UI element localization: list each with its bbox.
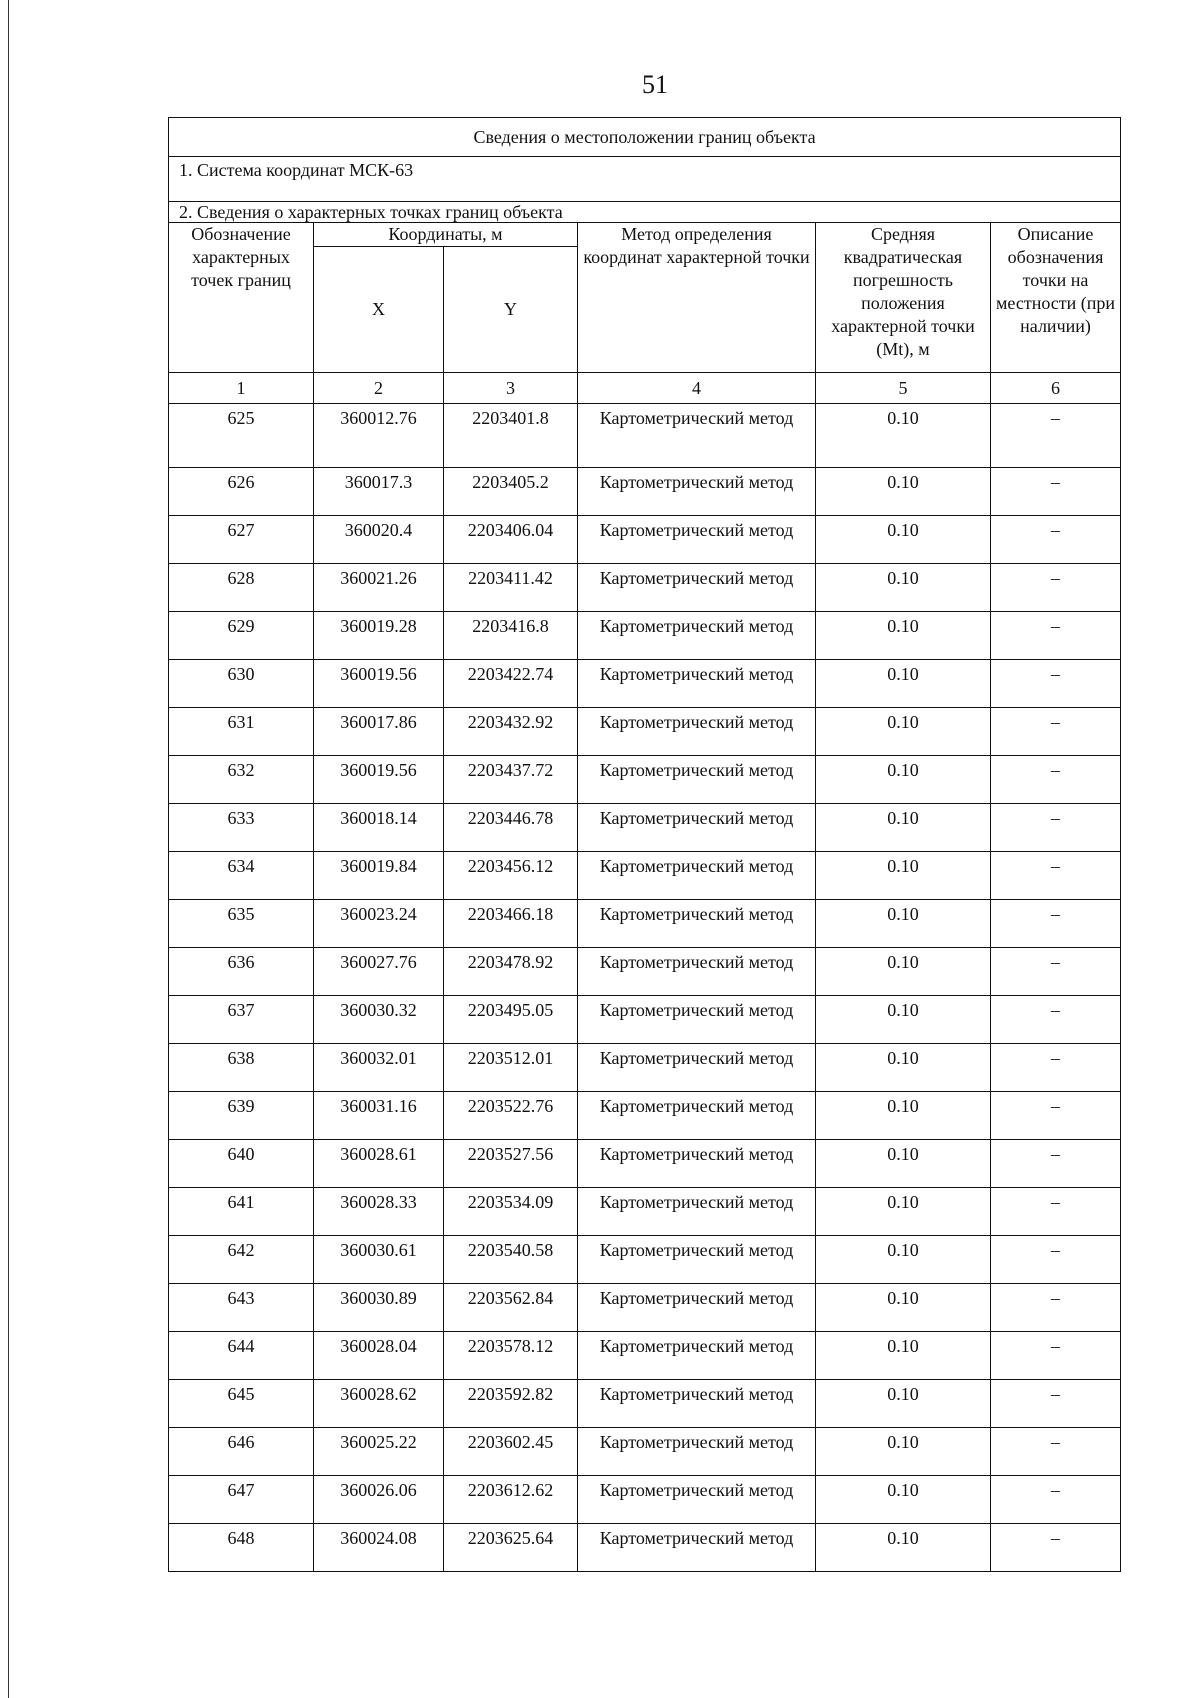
cell-description: –: [991, 660, 1121, 708]
cell-method: Картометрический метод: [578, 1140, 816, 1188]
cell-y-coordinate: 2203592.82: [444, 1380, 578, 1428]
cell-point-number: 633: [169, 804, 314, 852]
cell-description: –: [991, 1188, 1121, 1236]
table-row: [169, 612, 1121, 660]
cell-method: Картометрический метод: [578, 516, 816, 564]
cell-description: –: [991, 468, 1121, 516]
cell-mean-error: 0.10: [816, 468, 991, 516]
cell-point-number: 640: [169, 1140, 314, 1188]
cell-description: –: [991, 1428, 1121, 1476]
cell-mean-error: 0.10: [816, 948, 991, 996]
cell-y-coordinate: 2203422.74: [444, 660, 578, 708]
table-row: [169, 756, 1121, 804]
cell-mean-error: 0.10: [816, 612, 991, 660]
cell-y-coordinate: 2203411.42: [444, 564, 578, 612]
cell-description: –: [991, 996, 1121, 1044]
cell-y-coordinate: 2203446.78: [444, 804, 578, 852]
header-coordinates: Координаты, м: [314, 223, 578, 247]
cell-point-number: 630: [169, 660, 314, 708]
cell-y-coordinate: 2203437.72: [444, 756, 578, 804]
cell-description: –: [991, 612, 1121, 660]
cell-description: –: [991, 1524, 1121, 1572]
cell-y-coordinate: 2203602.45: [444, 1428, 578, 1476]
cell-y-coordinate: 2203416.8: [444, 612, 578, 660]
cell-x-coordinate: 360021.26: [314, 564, 444, 612]
cell-mean-error: 0.10: [816, 1140, 991, 1188]
cell-x-coordinate: 360018.14: [314, 804, 444, 852]
cell-method: Картометрический метод: [578, 900, 816, 948]
cell-x-coordinate: 360028.04: [314, 1332, 444, 1380]
cell-method: Картометрический метод: [578, 948, 816, 996]
cell-method: Картометрический метод: [578, 756, 816, 804]
cell-method: Картометрический метод: [578, 1428, 816, 1476]
cell-point-number: 647: [169, 1476, 314, 1524]
table-row: [169, 1428, 1121, 1476]
cell-x-coordinate: 360030.61: [314, 1236, 444, 1284]
table-row: [169, 468, 1121, 516]
cell-y-coordinate: 2203527.56: [444, 1140, 578, 1188]
cell-y-coordinate: 2203625.64: [444, 1524, 578, 1572]
cell-y-coordinate: 2203534.09: [444, 1188, 578, 1236]
cell-description: –: [991, 516, 1121, 564]
cell-method: Картометрический метод: [578, 1284, 816, 1332]
table-row: [169, 1092, 1121, 1140]
cell-point-number: 644: [169, 1332, 314, 1380]
cell-method: Картометрический метод: [578, 1380, 816, 1428]
table-row: [169, 948, 1121, 996]
cell-mean-error: 0.10: [816, 1284, 991, 1332]
cell-mean-error: 0.10: [816, 516, 991, 564]
cell-method: Картометрический метод: [578, 404, 816, 468]
table-row: [169, 852, 1121, 900]
cell-point-number: 645: [169, 1380, 314, 1428]
cell-mean-error: 0.10: [816, 996, 991, 1044]
cell-x-coordinate: 360026.06: [314, 1476, 444, 1524]
cell-mean-error: 0.10: [816, 1332, 991, 1380]
column-number-4: 4: [578, 373, 816, 404]
cell-description: –: [991, 1284, 1121, 1332]
cell-point-number: 625: [169, 404, 314, 468]
cell-x-coordinate: 360017.86: [314, 708, 444, 756]
cell-method: Картометрический метод: [578, 1188, 816, 1236]
page-edge-line: [8, 0, 9, 1698]
cell-point-number: 643: [169, 1284, 314, 1332]
cell-mean-error: 0.10: [816, 1188, 991, 1236]
cell-mean-error: 0.10: [816, 1044, 991, 1092]
cell-x-coordinate: 360032.01: [314, 1044, 444, 1092]
column-number-3: 3: [444, 373, 578, 404]
cell-y-coordinate: 2203495.05: [444, 996, 578, 1044]
table-row: [169, 660, 1121, 708]
cell-x-coordinate: 360025.22: [314, 1428, 444, 1476]
column-number-1: 1: [169, 373, 314, 404]
cell-mean-error: 0.10: [816, 804, 991, 852]
cell-x-coordinate: 360028.33: [314, 1188, 444, 1236]
cell-mean-error: 0.10: [816, 1380, 991, 1428]
cell-description: –: [991, 1332, 1121, 1380]
cell-point-number: 629: [169, 612, 314, 660]
cell-mean-error: 0.10: [816, 708, 991, 756]
cell-x-coordinate: 360028.62: [314, 1380, 444, 1428]
cell-method: Картометрический метод: [578, 1044, 816, 1092]
cell-description: –: [991, 852, 1121, 900]
cell-x-coordinate: 360019.56: [314, 756, 444, 804]
cell-mean-error: 0.10: [816, 1092, 991, 1140]
header-point-description: Описание обозначения точки на местности (при наличии): [991, 223, 1121, 373]
cell-y-coordinate: 2203406.04: [444, 516, 578, 564]
cell-method: Картометрический метод: [578, 612, 816, 660]
header-mean-error: Средняя квадратическая погрешность положения характерной точки (Mt), м: [816, 223, 991, 373]
cell-mean-error: 0.10: [816, 1236, 991, 1284]
cell-x-coordinate: 360031.16: [314, 1092, 444, 1140]
table-row: [169, 900, 1121, 948]
cell-y-coordinate: 2203540.58: [444, 1236, 578, 1284]
cell-description: –: [991, 1092, 1121, 1140]
column-number-2: 2: [314, 373, 444, 404]
cell-point-number: 626: [169, 468, 314, 516]
cell-method: Картометрический метод: [578, 852, 816, 900]
cell-y-coordinate: 2203405.2: [444, 468, 578, 516]
cell-point-number: 635: [169, 900, 314, 948]
cell-description: –: [991, 1236, 1121, 1284]
table-row: [169, 1380, 1121, 1428]
cell-point-number: 639: [169, 1092, 314, 1140]
cell-x-coordinate: 360024.08: [314, 1524, 444, 1572]
cell-x-coordinate: 360019.84: [314, 852, 444, 900]
section-title: 2. Сведения о характерных точках границ объекта: [169, 202, 1121, 223]
cell-x-coordinate: 360027.76: [314, 948, 444, 996]
cell-method: Картометрический метод: [578, 708, 816, 756]
header-y: Y: [444, 247, 578, 373]
table-row: [169, 1140, 1121, 1188]
cell-x-coordinate: 360017.3: [314, 468, 444, 516]
cell-description: –: [991, 1476, 1121, 1524]
table-row: [169, 1188, 1121, 1236]
cell-point-number: 642: [169, 1236, 314, 1284]
boundary-points-table: [168, 117, 1121, 1572]
cell-mean-error: 0.10: [816, 852, 991, 900]
cell-method: Картометрический метод: [578, 1524, 816, 1572]
cell-mean-error: 0.10: [816, 1476, 991, 1524]
page-number: 51: [642, 70, 668, 99]
cell-method: Картометрический метод: [578, 804, 816, 852]
cell-point-number: 646: [169, 1428, 314, 1476]
cell-description: –: [991, 708, 1121, 756]
cell-point-number: 634: [169, 852, 314, 900]
cell-point-number: 632: [169, 756, 314, 804]
cell-x-coordinate: 360030.89: [314, 1284, 444, 1332]
table-row: [169, 804, 1121, 852]
cell-y-coordinate: 2203522.76: [444, 1092, 578, 1140]
table-row: [169, 516, 1121, 564]
header-method: Метод определения координат характерной точки: [578, 223, 816, 373]
table-row: [169, 404, 1121, 468]
cell-description: –: [991, 1380, 1121, 1428]
cell-y-coordinate: 2203456.12: [444, 852, 578, 900]
cell-x-coordinate: 360028.61: [314, 1140, 444, 1188]
cell-y-coordinate: 2203562.84: [444, 1284, 578, 1332]
cell-mean-error: 0.10: [816, 564, 991, 612]
cell-description: –: [991, 756, 1121, 804]
cell-method: Картометрический метод: [578, 996, 816, 1044]
cell-description: –: [991, 948, 1121, 996]
cell-y-coordinate: 2203578.12: [444, 1332, 578, 1380]
cell-y-coordinate: 2203512.01: [444, 1044, 578, 1092]
cell-method: Картометрический метод: [578, 1236, 816, 1284]
table-row: [169, 1284, 1121, 1332]
cell-method: Картометрический метод: [578, 1476, 816, 1524]
cell-method: Картометрический метод: [578, 564, 816, 612]
cell-method: Картометрический метод: [578, 1332, 816, 1380]
cell-y-coordinate: 2203432.92: [444, 708, 578, 756]
cell-point-number: 637: [169, 996, 314, 1044]
cell-mean-error: 0.10: [816, 660, 991, 708]
cell-mean-error: 0.10: [816, 404, 991, 468]
cell-x-coordinate: 360019.28: [314, 612, 444, 660]
cell-point-number: 631: [169, 708, 314, 756]
table-row: [169, 996, 1121, 1044]
cell-description: –: [991, 1044, 1121, 1092]
cell-point-number: 648: [169, 1524, 314, 1572]
cell-point-number: 636: [169, 948, 314, 996]
cell-y-coordinate: 2203401.8: [444, 404, 578, 468]
cell-x-coordinate: 360019.56: [314, 660, 444, 708]
coordinate-system-label: 1. Система координат МСК-63: [169, 157, 1121, 202]
cell-description: –: [991, 404, 1121, 468]
cell-x-coordinate: 360030.32: [314, 996, 444, 1044]
cell-point-number: 641: [169, 1188, 314, 1236]
cell-y-coordinate: 2203466.18: [444, 900, 578, 948]
table-row: [169, 1332, 1121, 1380]
cell-x-coordinate: 360023.24: [314, 900, 444, 948]
cell-method: Картометрический метод: [578, 1092, 816, 1140]
table-row: [169, 1044, 1121, 1092]
table-row: [169, 1236, 1121, 1284]
header-x: X: [314, 247, 444, 373]
cell-mean-error: 0.10: [816, 900, 991, 948]
cell-mean-error: 0.10: [816, 1428, 991, 1476]
cell-description: –: [991, 564, 1121, 612]
cell-method: Картометрический метод: [578, 660, 816, 708]
cell-mean-error: 0.10: [816, 756, 991, 804]
table-row: [169, 1476, 1121, 1524]
cell-y-coordinate: 2203612.62: [444, 1476, 578, 1524]
cell-point-number: 628: [169, 564, 314, 612]
table-row: [169, 708, 1121, 756]
cell-description: –: [991, 1140, 1121, 1188]
column-number-6: 6: [991, 373, 1121, 404]
cell-mean-error: 0.10: [816, 1524, 991, 1572]
cell-x-coordinate: 360012.76: [314, 404, 444, 468]
cell-x-coordinate: 360020.4: [314, 516, 444, 564]
table-row: [169, 564, 1121, 612]
table-title: Сведения о местоположении границ объекта: [169, 118, 1121, 157]
column-number-5: 5: [816, 373, 991, 404]
header-point-designation: Обозначение характерных точек границ: [169, 223, 314, 373]
cell-description: –: [991, 900, 1121, 948]
table-row: [169, 1524, 1121, 1572]
cell-point-number: 638: [169, 1044, 314, 1092]
cell-description: –: [991, 804, 1121, 852]
cell-method: Картометрический метод: [578, 468, 816, 516]
cell-y-coordinate: 2203478.92: [444, 948, 578, 996]
cell-point-number: 627: [169, 516, 314, 564]
